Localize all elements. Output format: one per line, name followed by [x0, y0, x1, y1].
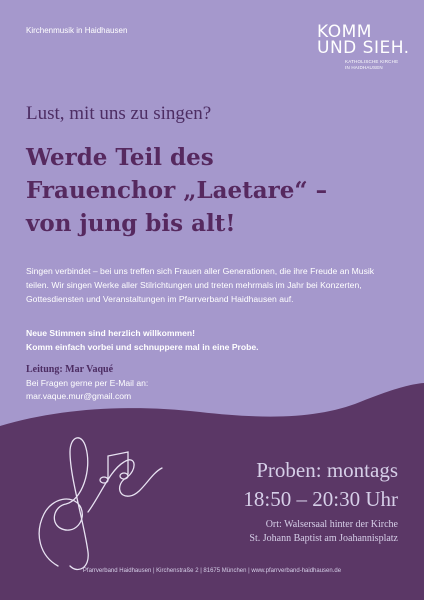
logo-line-1: KOMM: [317, 22, 372, 42]
contact-email[interactable]: mar.vaque.mur@gmail.com: [26, 391, 132, 401]
headline-line-2: Frauenchor „Laetare“ –: [26, 177, 328, 204]
leitung-label: Leitung: Mar Vaqué: [26, 364, 114, 375]
kicker-question: Lust, mit uns zu singen?: [26, 103, 212, 124]
probe-time: 18:50 – 20:30 Uhr: [243, 487, 398, 511]
body-text: Singen verbindet – bei uns treffen sich Frauen aller Generationen, die ihre Freude an Musik teilen. Wir singen Werke aller Stilrichtungen und treten mehrmals im Jahr bei Konzerten, Gottesdiensten und Veranstaltungen im Pfarrverband Haidhausen auf.: [26, 266, 375, 304]
logo-line-2: UND SIEH.: [317, 38, 410, 58]
footer-address: Pfarrverband Haidhausen | Kirchenstraße 2 | 81675 München | www.pfarrverband-haidhausen.de: [82, 568, 342, 574]
probe-day: Proben: montags: [256, 458, 398, 482]
headline-line-3: von jung bis alt!: [26, 210, 236, 237]
logo-sub-2: IN HAIDHAUSEN: [345, 65, 383, 70]
contact-line: Bei Fragen gerne per E-Mail an:: [26, 378, 149, 388]
callout-line-2: Komm einfach vorbei und schnuppere mal in eine Probe.: [26, 342, 259, 352]
org-label: Kirchenmusik in Haidhausen: [26, 26, 128, 35]
logo-sub-1: KATHOLISCHE KIRCHE: [345, 59, 399, 64]
probe-location-1: Ort: Walsersaal hinter der Kirche: [265, 519, 398, 530]
headline-line-1: Werde Teil des: [26, 144, 214, 171]
callout-line-1: Neue Stimmen sind herzlich willkommen!: [26, 328, 196, 338]
probe-location-2: St. Johann Baptist am Joahannisplatz: [249, 533, 398, 544]
